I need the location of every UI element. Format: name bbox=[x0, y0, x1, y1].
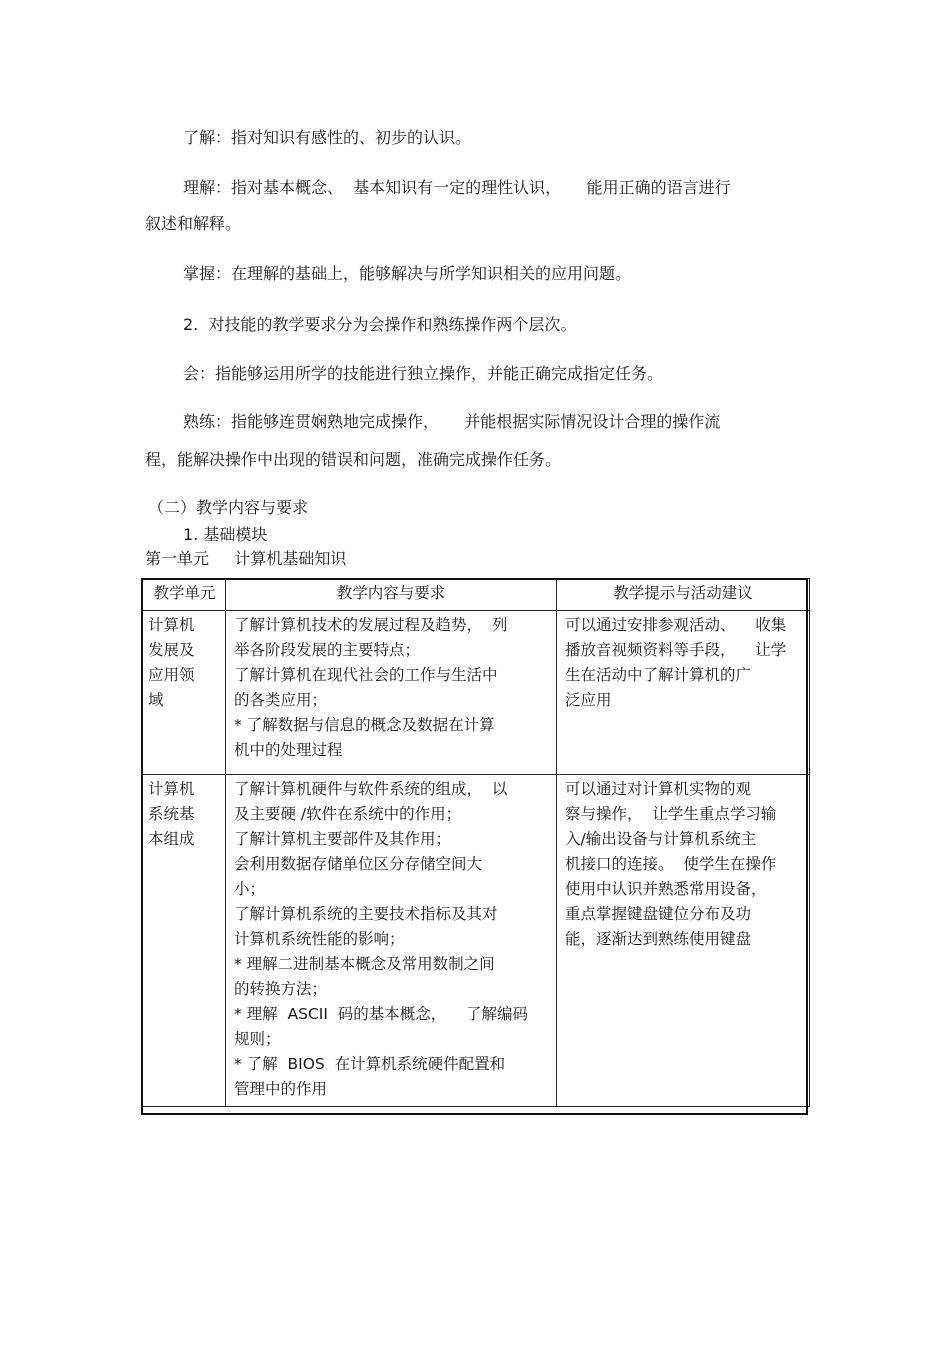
cell-line: 入/输出设备与计算机系统主 bbox=[565, 830, 757, 848]
cell-line: 了解计算机系统的主要技术指标及其对 bbox=[234, 905, 498, 923]
cell-line: 播放音视频资料等手段， 让学 bbox=[565, 641, 787, 659]
table-header-row bbox=[142, 579, 810, 611]
unit-heading: 第一单元 计算机基础知识 bbox=[145, 549, 347, 568]
cell-line: 可以通过安排参观活动、 收集 bbox=[565, 616, 787, 634]
cell-line: 计算机系统性能的影响； bbox=[234, 930, 405, 948]
cell-line: 计算机 bbox=[148, 780, 195, 798]
course-table bbox=[141, 578, 810, 1107]
cell-line: 察与操作， 让学生重点学习输 bbox=[565, 805, 777, 823]
cell-line: 系统基 bbox=[148, 805, 195, 823]
cell-line: 应用领 bbox=[148, 666, 195, 684]
cell-line: 举各阶段发展的主要特点； bbox=[234, 641, 421, 659]
cell-line: 发展及 bbox=[148, 641, 195, 659]
cell-line: 小； bbox=[234, 880, 266, 898]
cell-line: 能，逐渐达到熟练使用键盘 bbox=[565, 930, 752, 948]
cell-line: 的各类应用； bbox=[234, 691, 328, 709]
cell-line: * 理解 ASCII 码的基本概念， 了解编码 bbox=[234, 1005, 529, 1023]
cell-line: 可以通过对计算机实物的观 bbox=[565, 780, 752, 798]
paragraph-proficient-line2: 程，能解决操作中出现的错误和问题，准确完成操作任务。 bbox=[145, 450, 562, 469]
cell-line: * 了解数据与信息的概念及数据在计算 bbox=[234, 716, 495, 734]
cell-line: 重点掌握键盘键位分布及功 bbox=[565, 905, 752, 923]
cell-line: 了解计算机技术的发展过程及趋势， 列 bbox=[234, 616, 508, 634]
cell-line: 了解计算机硬件与软件系统的组成， 以 bbox=[234, 780, 508, 798]
cell-line: 本组成 bbox=[148, 830, 195, 848]
cell-line: 规则； bbox=[234, 1030, 281, 1048]
cell-line: 生在活动中了解计算机的广 bbox=[565, 666, 752, 684]
paragraph-proficient-line1: 熟练：指能够连贯娴熟地完成操作， 并能根据实际情况设计合理的操作流 bbox=[183, 412, 721, 431]
paragraph-understand-basic: 了解：指对知识有感性的、初步的认识。 bbox=[183, 128, 472, 147]
paragraph-master: 掌握：在理解的基础上，能够解决与所学知识相关的应用问题。 bbox=[183, 264, 632, 283]
content-cell bbox=[226, 611, 557, 775]
cell-line: 会利用数据存储单位区分存储空间大 bbox=[234, 855, 483, 873]
cell-line: 机接口的连接。 使学生在操作 bbox=[565, 855, 777, 873]
header-hints: 教学提示与活动建议 bbox=[557, 579, 810, 611]
module-heading: 1. 基础模块 bbox=[183, 525, 268, 544]
unit-cell bbox=[142, 611, 226, 775]
paragraph-comprehend-line1: 理解：指对基本概念、 基本知识有一定的理性认识， 能用正确的语言进行 bbox=[183, 178, 731, 197]
paragraph-comprehend-line2: 叙述和解释。 bbox=[145, 214, 242, 233]
header-unit: 教学单元 bbox=[142, 579, 226, 611]
header-content: 教学内容与要求 bbox=[226, 579, 557, 611]
unit-cell bbox=[142, 775, 226, 1107]
content-cell bbox=[226, 775, 557, 1107]
cell-line: 管理中的作用 bbox=[234, 1080, 328, 1098]
cell-line: 及主要硬 /软件在系统中的作用； bbox=[234, 805, 462, 823]
cell-line: 了解计算机在现代社会的工作与生活中 bbox=[234, 666, 498, 684]
cell-line: 泛应用 bbox=[565, 691, 612, 709]
hints-cell bbox=[557, 611, 810, 775]
cell-line: 计算机 bbox=[148, 616, 195, 634]
cell-line: 使用中认识并熟悉常用设备， bbox=[565, 880, 767, 898]
cell-line: * 了解 BIOS 在计算机系统硬件配置和 bbox=[234, 1055, 506, 1073]
table-row bbox=[142, 611, 810, 775]
paragraph-skill-levels: 2. 对技能的教学要求分为会操作和熟练操作两个层次。 bbox=[183, 315, 577, 334]
cell-line: * 理解二进制基本概念及常用数制之间 bbox=[234, 955, 495, 973]
section-heading: （二）教学内容与要求 bbox=[148, 498, 309, 517]
cell-line: 域 bbox=[148, 691, 164, 709]
table-row bbox=[142, 775, 810, 1107]
cell-line: 的转换方法； bbox=[234, 980, 328, 998]
hints-cell bbox=[557, 775, 810, 1107]
cell-line: 了解计算机主要部件及其作用； bbox=[234, 830, 452, 848]
paragraph-can-operate: 会：指能够运用所学的技能进行独立操作，并能正确完成指定任务。 bbox=[183, 364, 664, 383]
cell-line: 机中的处理过程 bbox=[234, 741, 343, 759]
